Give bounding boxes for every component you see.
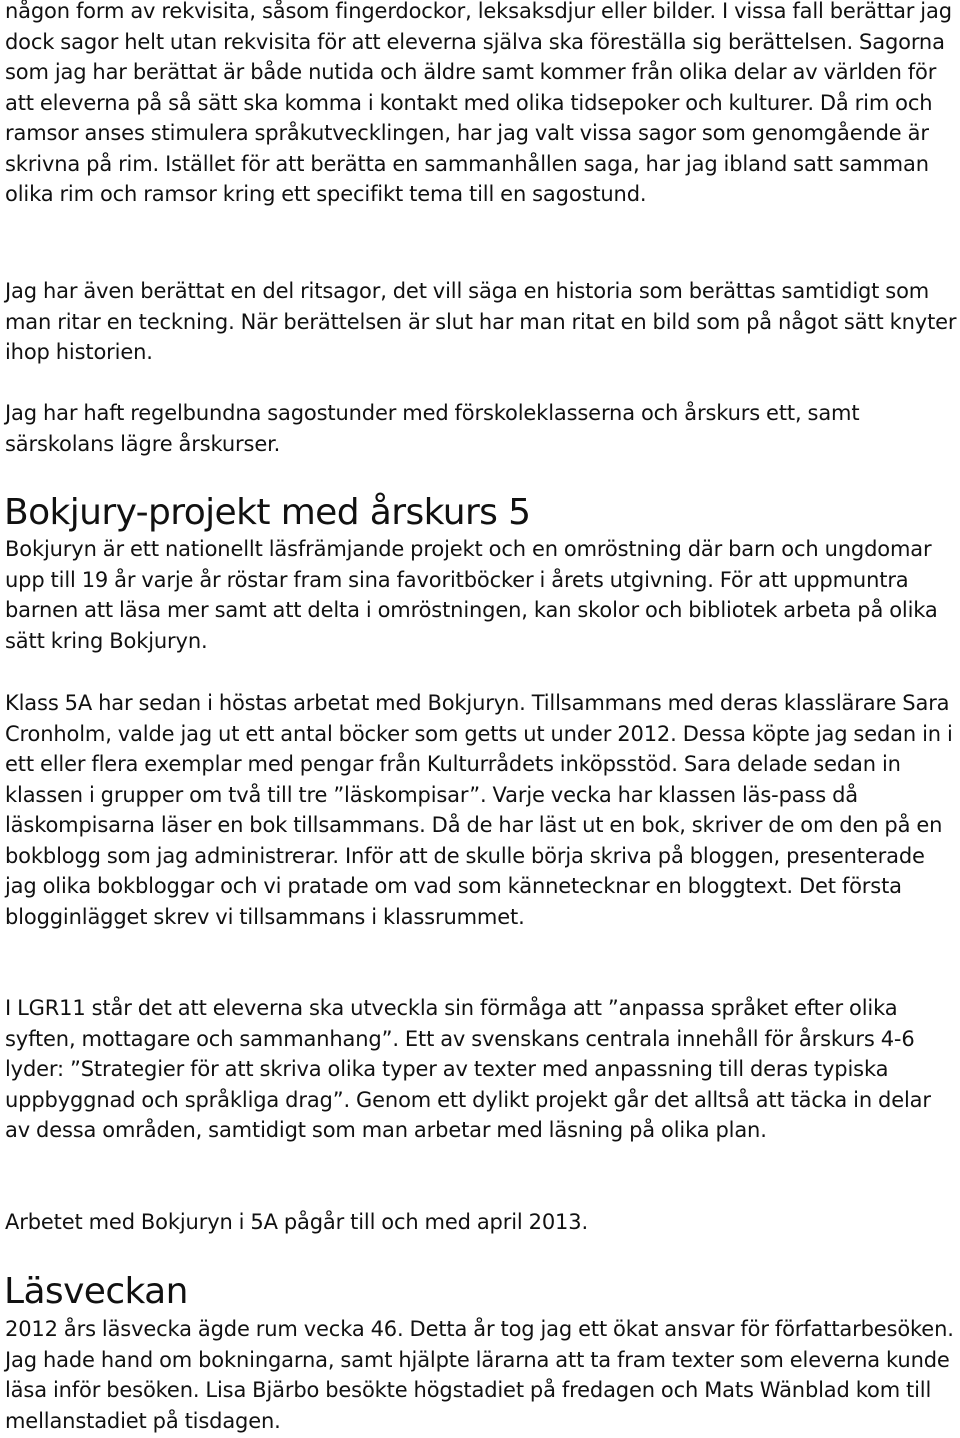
paragraph-lgr11: I LGR11 står det att eleverna ska utveckla sin förmåga att ”anpassa språket efter olika syften, mottagare och sammanhang”. Ett av svenskans centrala innehåll för årskurs 4-6 lyder: ”Strategier för att skriva olika typer av texter med anpassning till deras typiska uppbyggnad och språkliga drag”. Genom ett dylikt projekt går det alltså att täcka in delar av dessa områden, samtidigt som man arbetar med läsning på olika plan. bbox=[5, 996, 931, 1142]
paragraph-ritsagor: Jag har även berättat en del ritsagor, det vill säga en historia som berättas samtidigt som man ritar en teckning. När berättelsen är slut har man ritat en bild som på något sätt knyter ihop historien. bbox=[5, 279, 957, 364]
paragraph-rekvisita: någon form av rekvisita, såsom fingerdockor, leksaksdjur eller bilder. I vissa fall berättar jag dock sagor helt utan rekvisita för att eleverna själva ska föreställa sig berättelsen. Sagorna som jag har berättat är både nutida och äldre samt kommer från olika delar av världen för att eleverna på så sätt ska komma i kontakt med olika tidsepoker och kulturer. Då rim och ramsor anses stimulera språkutvecklingen, har jag valt vissa sagor som genomgående är skrivna på rim. Istället för att berätta en sammanhållen saga, har jag ibland satt samman olika rim och ramsor kring ett specifikt tema till en sagostund. bbox=[5, 0, 952, 206]
paragraph-lasveckan: 2012 års läsvecka ägde rum vecka 46. Detta år tog jag ett ökat ansvar för författarbesöken. Jag hade hand om bokningarna, samt hjälpte lärarna att ta fram texter som eleverna kunde läsa inför besöken. Lisa Bjärbo besökte högstadiet på fredagen och Mats Wänblad kom till mellanstadiet på tisdagen. bbox=[5, 1317, 954, 1433]
paragraph-bokjuryn-status: Arbetet med Bokjuryn i 5A pågår till och med april 2013. bbox=[5, 1210, 588, 1234]
heading-bokjury-projekt: Bokjury-projekt med årskurs 5 bbox=[4, 492, 531, 533]
paragraph-klass-5a: Klass 5A har sedan i höstas arbetat med Bokjuryn. Tillsammans med deras klasslärare Sara Cronholm, valde jag ut ett antal böcker som getts ut under 2012. Dessa köpte jag sedan in i ett eller flera exemplar med pengar från Kulturrådets inköpsstöd. Sara delade sedan in klassen i grupper om två till tre ”läskompisar”. Varje vecka har klassen läs-pass då läskompisarna läser en bok tillsammans. Då de har läst ut en bok, skriver de om den på en bokblogg som jag administrerar. Inför att de skulle börja skriva på bloggen, presenterade jag olika bokbloggar och vi pratade om vad som kännetecknar en bloggtext. Det första blogginlägget skrev vi tillsammans i klassrummet. bbox=[5, 691, 953, 929]
heading-lasveckan: Läsveckan bbox=[4, 1271, 188, 1312]
paragraph-bokjuryn-intro: Bokjuryn är ett nationellt läsfrämjande projekt och en omröstning där barn och ungdomar upp till 19 år varje år röstar fram sina favoritböcker i årets utgivning. För att uppmuntra barnen att läsa mer samt att delta i omröstningen, kan skolor och bibliotek arbeta på olika sätt kring Bokjuryn. bbox=[5, 537, 938, 653]
paragraph-sagostunder: Jag har haft regelbundna sagostunder med förskoleklasserna och årskurs ett, samt särskolans lägre årskurser. bbox=[5, 401, 860, 456]
